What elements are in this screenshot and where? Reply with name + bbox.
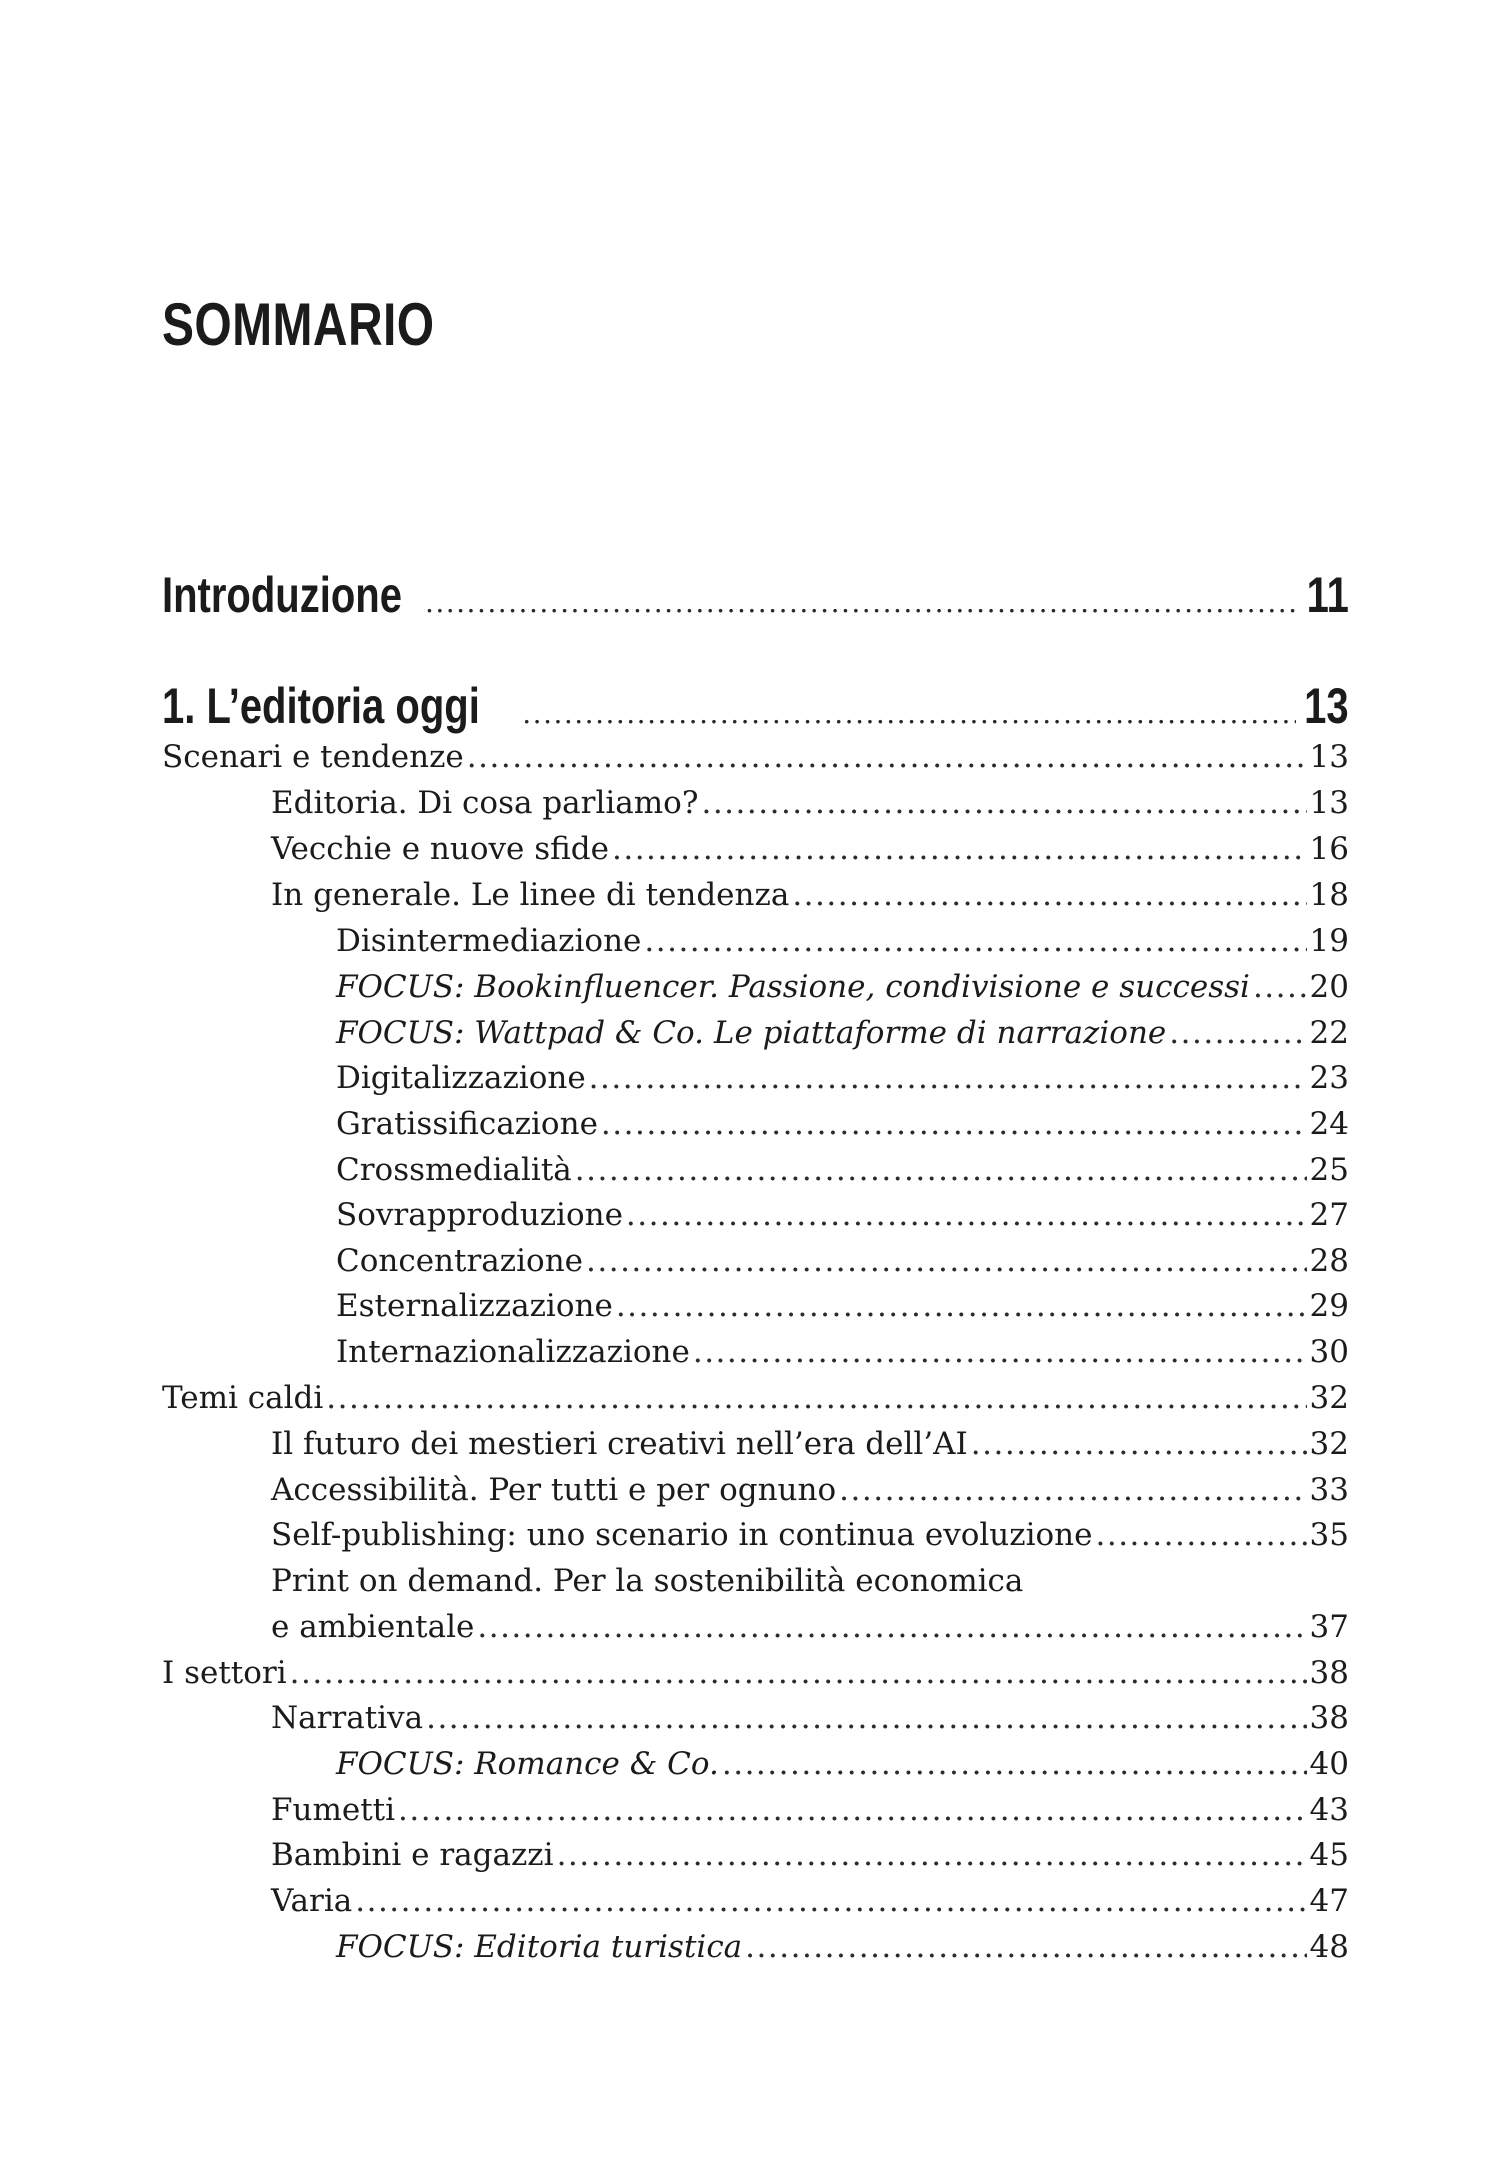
toc-entry-label: Fumetti	[271, 1792, 396, 1828]
toc-entry-page: 35	[1309, 1517, 1349, 1553]
toc-entry[interactable]	[162, 1192, 1349, 1238]
toc-entry-page: 43	[1309, 1792, 1349, 1828]
toc-entry[interactable]	[162, 1329, 1349, 1375]
dot-leader	[586, 1238, 1307, 1284]
toc-entry-focus[interactable]	[162, 1924, 1349, 1970]
dot-leader	[477, 1604, 1306, 1650]
dot-leader	[971, 1421, 1307, 1467]
page-title: SOMMARIO	[162, 291, 435, 358]
toc-entry-label: 1. L’editoria oggi	[162, 678, 480, 734]
dot-leader	[426, 1695, 1306, 1741]
toc-entry-page: 40	[1309, 1746, 1349, 1782]
dot-leader	[290, 1650, 1307, 1696]
dot-leader	[701, 780, 1306, 826]
toc-entry-label: In generale. Le linee di tendenza	[271, 877, 790, 913]
dot-leader	[326, 1375, 1306, 1421]
toc-entry-page: 37	[1309, 1609, 1349, 1645]
toc-entry-page: 11	[1306, 567, 1349, 623]
dot-leader	[1253, 964, 1307, 1010]
dot-leader	[693, 1329, 1307, 1375]
toc-entry-label: FOCUS: Romance & Co.	[336, 1746, 719, 1782]
toc-entry-label: Gratissificazione	[336, 1106, 598, 1142]
dot-leader	[626, 1192, 1307, 1238]
dot-leader	[722, 1741, 1307, 1787]
toc-entry-page: 16	[1309, 831, 1349, 867]
toc-entry-page: 23	[1309, 1060, 1349, 1096]
toc-entry-label: Concentrazione	[336, 1243, 584, 1279]
toc-entry-label: Introduzione	[162, 567, 402, 623]
toc-entry-label: Scenari e tendenze	[162, 739, 464, 775]
toc-entry[interactable]	[162, 780, 1349, 826]
toc-entry-label: Sovrapproduzione	[336, 1197, 623, 1233]
toc-entry-page: 13	[1309, 739, 1349, 775]
toc-entry[interactable]	[162, 1512, 1349, 1558]
toc-entry[interactable]	[162, 1787, 1349, 1833]
toc-entry-page: 19	[1309, 923, 1349, 959]
dot-leader	[612, 826, 1307, 872]
toc-entry-label: Internazionalizzazione	[336, 1334, 690, 1370]
toc-entry-line[interactable]	[162, 1558, 1349, 1604]
toc-entry-label: I settori	[162, 1655, 287, 1691]
toc-entry-page: 48	[1309, 1929, 1349, 1965]
dot-leader	[616, 1283, 1307, 1329]
toc-entry-label: Vecchie e nuove sfide	[271, 831, 609, 867]
toc-entry-label: FOCUS: Wattpad & Co. Le piattaforme di narrazione	[336, 1015, 1167, 1051]
dot-leader	[355, 1878, 1306, 1924]
toc-entry-label: e ambientale	[271, 1609, 475, 1645]
toc-entry[interactable]	[162, 1878, 1349, 1924]
toc-entry[interactable]	[162, 1604, 1349, 1650]
toc-entry-label: FOCUS: Editoria turistica	[336, 1929, 743, 1965]
dot-leader	[467, 734, 1307, 780]
dot-leader	[557, 1832, 1307, 1878]
toc-entry-page: 20	[1309, 969, 1349, 1005]
toc-entry-chapter-1[interactable]	[162, 674, 1349, 738]
toc-entry[interactable]	[162, 1101, 1349, 1147]
toc-entry-page: 32	[1309, 1380, 1349, 1416]
toc-entry-page: 32	[1309, 1426, 1349, 1462]
toc-entry-label: Crossmedialità	[336, 1152, 572, 1188]
toc-entry-label: Accessibilità. Per tutti e per ognuno	[271, 1472, 837, 1508]
toc-entry[interactable]	[162, 1147, 1349, 1193]
toc-entry[interactable]	[162, 1650, 1349, 1696]
toc-entry-page: 13	[1309, 785, 1349, 821]
dot-leader	[1169, 1010, 1306, 1056]
dot-leader	[792, 872, 1306, 918]
dot-leader	[425, 571, 1299, 635]
toc-entry-label: Self-publishing: uno scenario in continua evoluzione	[271, 1517, 1093, 1553]
toc-entry-page: 22	[1309, 1015, 1349, 1051]
dot-leader	[1095, 1512, 1306, 1558]
toc-entry-label: Il futuro dei mestieri creativi nell’era dell’AI	[271, 1426, 968, 1462]
toc-entry-page: 38	[1309, 1655, 1349, 1691]
toc-entry-label: FOCUS: Bookinfluencer. Passione, condivisione e successi	[336, 969, 1250, 1005]
toc-entry-page: 24	[1309, 1106, 1349, 1142]
toc-entry-page: 33	[1309, 1472, 1349, 1508]
dot-leader	[601, 1101, 1307, 1147]
toc-entry-label: Bambini e ragazzi	[271, 1837, 554, 1873]
toc-entry-label: Varia	[271, 1883, 353, 1919]
toc-entry-focus[interactable]	[162, 1010, 1349, 1056]
dot-leader	[589, 1055, 1307, 1101]
toc-entry[interactable]	[162, 1238, 1349, 1284]
toc-entry-focus[interactable]	[162, 964, 1349, 1010]
toc-entry-page: 18	[1309, 877, 1349, 913]
toc-entry-label: Editoria. Di cosa parliamo?	[271, 785, 699, 821]
toc-entry-page: 47	[1309, 1883, 1349, 1919]
toc-entry-focus[interactable]	[162, 1741, 1349, 1787]
toc-entry[interactable]	[162, 734, 1349, 780]
toc-entry-page: 27	[1309, 1197, 1349, 1233]
toc-entry[interactable]	[162, 1467, 1349, 1513]
toc-entry[interactable]	[162, 872, 1349, 918]
toc-entry[interactable]	[162, 1695, 1349, 1741]
dot-leader	[839, 1467, 1306, 1513]
dot-leader	[398, 1787, 1307, 1833]
toc-entry-label: Digitalizzazione	[336, 1060, 586, 1096]
toc-entry[interactable]	[162, 1832, 1349, 1878]
toc-entry[interactable]	[162, 1421, 1349, 1467]
toc-entry-page: 28	[1309, 1243, 1349, 1279]
toc-entry[interactable]	[162, 1055, 1349, 1101]
toc-entry-page: 29	[1309, 1288, 1349, 1324]
toc-entry-page: 13	[1304, 678, 1349, 734]
dot-leader	[644, 918, 1306, 964]
toc-entry-page: 38	[1309, 1700, 1349, 1736]
toc-entry-introduzione[interactable]	[162, 563, 1349, 627]
toc-entry[interactable]	[162, 826, 1349, 872]
toc-entry[interactable]	[162, 1283, 1349, 1329]
toc-entry-label: Narrativa	[271, 1700, 424, 1736]
dot-leader	[745, 1924, 1306, 1970]
toc-entry-label: Temi caldi	[162, 1380, 324, 1416]
dot-leader	[575, 1147, 1307, 1193]
toc-entry[interactable]	[162, 1375, 1349, 1421]
toc-entry-page: 30	[1309, 1334, 1349, 1370]
toc-entry-page: 25	[1309, 1152, 1349, 1188]
toc-entry-page: 45	[1309, 1837, 1349, 1873]
toc-entry-label: Print on demand. Per la sostenibilità economica	[271, 1563, 1024, 1599]
toc-entry-label: Disintermediazione	[336, 923, 642, 959]
toc-entry[interactable]	[162, 918, 1349, 964]
toc-entry-label: Esternalizzazione	[336, 1288, 613, 1324]
